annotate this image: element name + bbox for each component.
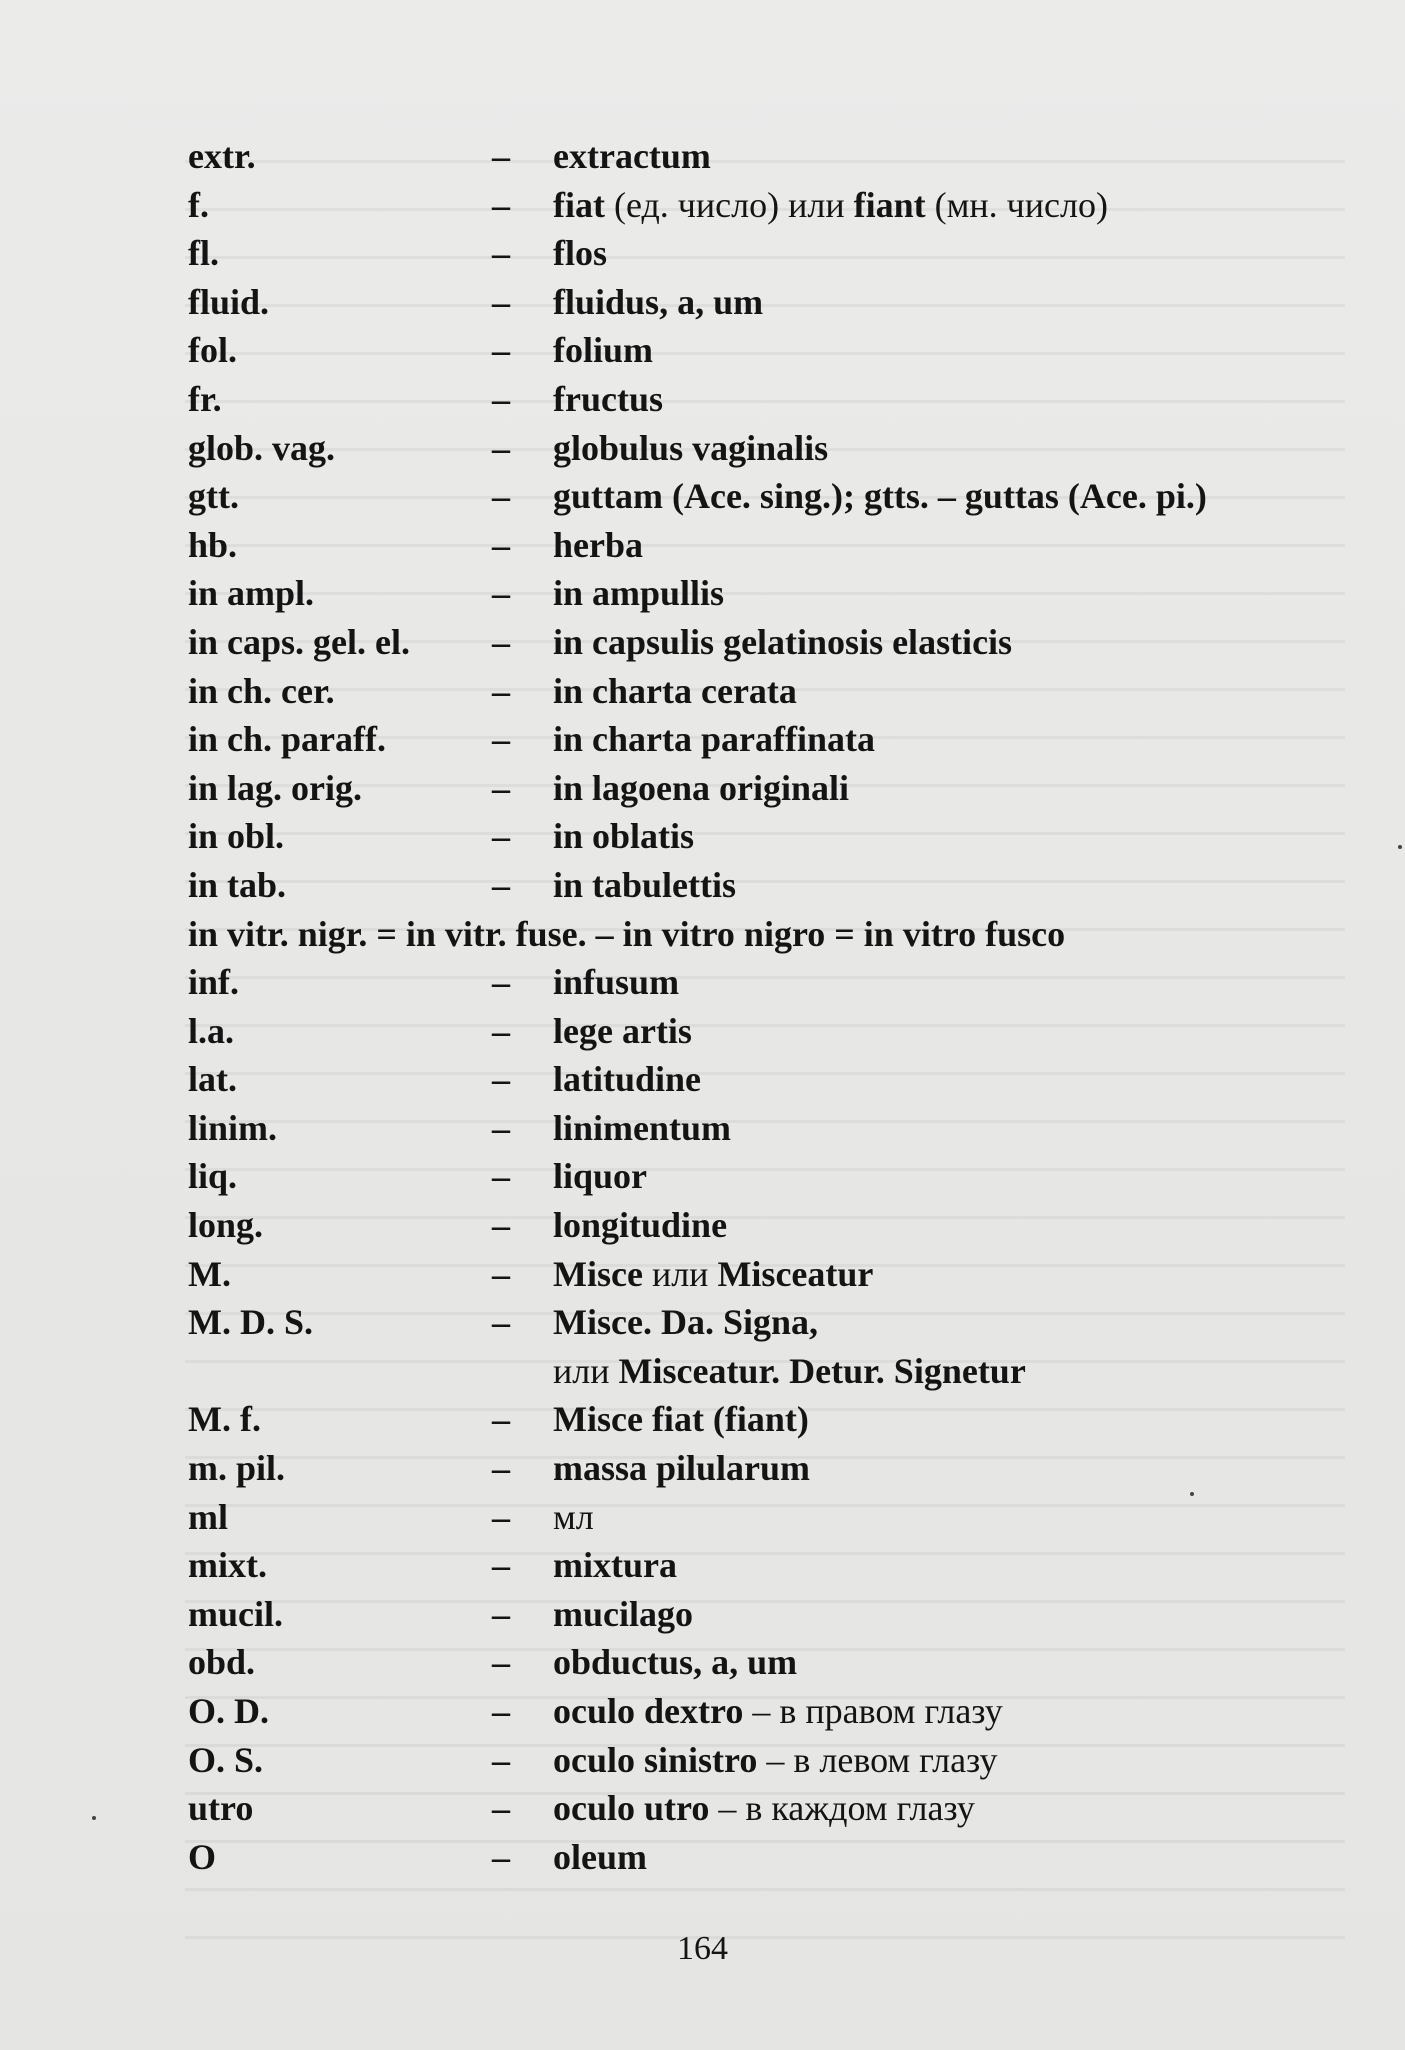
- list-item: [188, 569, 1248, 618]
- abbreviation: in ampl.: [188, 573, 315, 614]
- list-item: [188, 521, 1248, 570]
- abbreviation: O: [188, 1836, 217, 1877]
- abbreviation: inf.: [188, 962, 240, 1003]
- dash: –: [492, 1205, 510, 1246]
- expansion: infusum: [553, 962, 680, 1003]
- expansion: longitudine: [553, 1205, 728, 1246]
- list-item: [188, 1444, 1248, 1493]
- list-item: [188, 278, 1248, 327]
- dash: –: [492, 1107, 510, 1148]
- abbreviation: mucil.: [188, 1593, 283, 1634]
- dash: –: [492, 136, 510, 176]
- abbreviation-list: [188, 132, 1248, 1881]
- list-item: [188, 1736, 1248, 1785]
- list-item: [188, 958, 1248, 1007]
- expansion: in capsulis gelatinosis elasticis: [553, 621, 1013, 662]
- dash: –: [492, 1399, 510, 1440]
- dash: –: [492, 962, 510, 1003]
- abbreviation: O. D.: [188, 1691, 269, 1731]
- list-item: [188, 424, 1248, 473]
- abbreviation: hb.: [188, 524, 238, 565]
- dash: –: [492, 184, 510, 225]
- list-item: [188, 1590, 1248, 1639]
- list-item: [188, 1007, 1248, 1056]
- dash: –: [492, 670, 510, 711]
- abbreviation: fol.: [188, 330, 237, 371]
- expansion: mucilago: [553, 1593, 693, 1634]
- abbreviation: O. S.: [188, 1739, 264, 1780]
- dash: –: [492, 1691, 510, 1731]
- expansion: mixtura: [553, 1545, 677, 1586]
- abbreviation: m. pil.: [188, 1448, 286, 1489]
- expansion: massa pilularum: [553, 1448, 811, 1489]
- abbreviation: in caps. gel. el.: [188, 621, 410, 662]
- expansion: in tabulettis: [553, 864, 737, 905]
- expansion: lege artis: [553, 1010, 692, 1051]
- expansion: in charta cerata: [553, 670, 797, 711]
- list-item: [188, 326, 1248, 375]
- expansion: fiat (ед. число) или fiant (мн. число): [553, 184, 1108, 225]
- list-item: [188, 1395, 1248, 1444]
- list-item: [188, 1541, 1248, 1590]
- dash: –: [492, 1302, 510, 1343]
- list-item: [188, 910, 1248, 959]
- list-item: [188, 132, 1248, 181]
- list-item: [188, 1201, 1248, 1250]
- dash: –: [492, 816, 510, 857]
- list-item: [188, 1250, 1248, 1299]
- dash: –: [492, 330, 510, 371]
- dash: –: [492, 1448, 510, 1489]
- dash: –: [492, 719, 510, 760]
- full-width-entry: in vitr. nigr. = in vitr. fuse. – in vitro nigro = in vitro fusco: [188, 913, 1066, 954]
- list-item: [188, 1687, 1248, 1736]
- expansion: globulus vaginalis: [553, 427, 829, 468]
- list-item: [188, 715, 1248, 764]
- dash: –: [492, 864, 510, 905]
- expansion: oleum: [553, 1836, 647, 1877]
- dash: –: [492, 1059, 510, 1100]
- list-item: [188, 181, 1248, 230]
- dash: –: [492, 233, 510, 274]
- list-item: [188, 667, 1248, 716]
- expansion: fluidus, a, um: [553, 281, 764, 322]
- list-item: [188, 861, 1248, 910]
- dash: –: [492, 767, 510, 808]
- abbreviation: l.a.: [188, 1010, 235, 1051]
- dash: –: [492, 621, 510, 662]
- expansion: herba: [553, 524, 643, 565]
- list-item: [188, 472, 1248, 521]
- abbreviation: fl.: [188, 233, 219, 274]
- dash: –: [492, 1545, 510, 1586]
- list-item: [188, 375, 1248, 424]
- list-item: [188, 1638, 1248, 1687]
- list-item: [188, 1104, 1248, 1153]
- dash: –: [492, 1788, 510, 1829]
- expansion: latitudine: [553, 1059, 702, 1100]
- dash: –: [492, 1836, 510, 1877]
- expansion: oculo dextro – в правом глазу: [553, 1691, 1003, 1731]
- abbreviation: obd.: [188, 1642, 256, 1683]
- expansion: folium: [553, 330, 654, 371]
- dash: –: [492, 1253, 510, 1294]
- expansion: fructus: [553, 378, 663, 419]
- expansion: или Misceatur. Detur. Signetur: [553, 1350, 1026, 1391]
- expansion: extractum: [553, 136, 711, 176]
- abbreviation: utro: [188, 1788, 254, 1829]
- list-item: [188, 618, 1248, 667]
- abbreviation: linim.: [188, 1107, 278, 1148]
- abbreviation: fluid.: [188, 281, 270, 322]
- dash: –: [492, 378, 510, 419]
- list-item: [188, 812, 1248, 861]
- page-number: 164: [677, 1930, 728, 1967]
- dash: –: [492, 573, 510, 614]
- expansion: Misce. Da. Signa,: [553, 1302, 818, 1343]
- abbreviation: in lag. orig.: [188, 767, 363, 808]
- expansion: Misce или Misceatur: [553, 1253, 874, 1294]
- abbreviation: in ch. paraff.: [188, 719, 386, 760]
- expansion: flos: [553, 233, 607, 274]
- dash: –: [492, 1496, 510, 1537]
- expansion: in oblatis: [553, 816, 695, 857]
- abbreviation: M.: [188, 1253, 231, 1294]
- abbreviation: in ch. cer.: [188, 670, 335, 711]
- abbreviation: in tab.: [188, 864, 287, 905]
- list-item: [188, 1298, 1248, 1347]
- dash: –: [492, 524, 510, 565]
- print-speck: [1190, 1492, 1194, 1496]
- abbreviation: ml: [188, 1496, 228, 1537]
- dash: –: [492, 1739, 510, 1780]
- abbreviation: M. f.: [188, 1399, 261, 1440]
- abbreviation: fr.: [188, 378, 222, 419]
- list-item: [188, 1152, 1248, 1201]
- dash: –: [492, 1642, 510, 1683]
- expansion: Misce fiat (fiant): [553, 1399, 809, 1440]
- list-item: [188, 1493, 1248, 1542]
- expansion: linimentum: [553, 1107, 732, 1148]
- abbreviation: f.: [188, 184, 209, 225]
- dash: –: [492, 1010, 510, 1051]
- abbreviation: M. D. S.: [188, 1302, 313, 1343]
- abbreviation: lat.: [188, 1059, 237, 1100]
- list-item: [188, 229, 1248, 278]
- expansion: oculo utro – в каждом глазу: [553, 1788, 975, 1829]
- expansion: liquor: [553, 1156, 648, 1197]
- print-speck: [1398, 845, 1402, 849]
- dash: –: [492, 281, 510, 322]
- list-item-continuation: [188, 1347, 1248, 1396]
- dash: –: [492, 427, 510, 468]
- list-item: [188, 1833, 1248, 1882]
- expansion: in charta paraffinata: [553, 719, 875, 760]
- abbreviation: mixt.: [188, 1545, 267, 1586]
- expansion: мл: [553, 1496, 594, 1537]
- expansion: in lagoena originali: [553, 767, 850, 808]
- dash: –: [492, 1593, 510, 1634]
- expansion: guttam (Ace. sing.); gtts. – guttas (Ace. pi.): [553, 476, 1207, 517]
- list-item: [188, 764, 1248, 813]
- abbreviation: in obl.: [188, 816, 285, 857]
- abbreviation: glob. vag.: [188, 427, 336, 468]
- abbreviation: liq.: [188, 1156, 238, 1197]
- dash: –: [492, 1156, 510, 1197]
- abbreviation: long.: [188, 1205, 264, 1246]
- list-item: [188, 1784, 1248, 1833]
- list-item: [188, 1055, 1248, 1104]
- abbreviation: extr.: [188, 136, 256, 176]
- dash: –: [492, 476, 510, 517]
- expansion: obductus, a, um: [553, 1642, 798, 1683]
- abbreviation: gtt.: [188, 476, 239, 517]
- print-speck: [92, 1816, 96, 1820]
- expansion: in ampullis: [553, 573, 725, 614]
- expansion: oculo sinistro – в левом глазу: [553, 1739, 998, 1780]
